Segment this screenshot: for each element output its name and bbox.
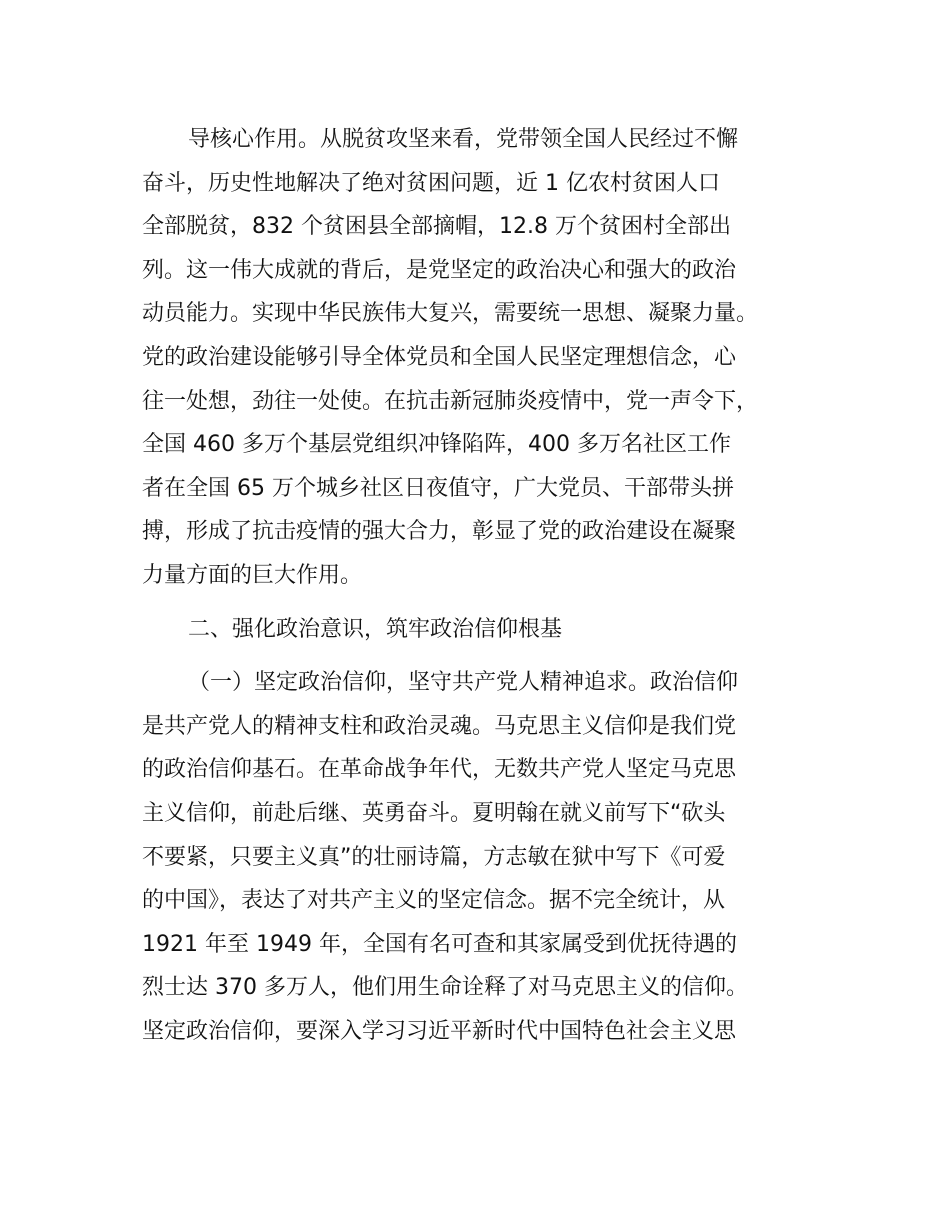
text-line: 导核心作用。从脱贫攻坚来看，党带领全国人民经过不懈	[188, 127, 739, 152]
paragraph-poverty-alleviation	[142, 118, 842, 598]
text-line: 全国 460 多万个基层党组织冲锋陷阵，400 多万名社区工作	[142, 432, 731, 458]
text-line: 烈士达 370 多万人，他们用生命诠释了对马克思主义的信仰。	[142, 975, 748, 1001]
text-line: 往一处想，劲往一处使。在抗击新冠肺炎疫情中，党一声令下，	[142, 388, 759, 414]
text-line: 动员能力。实现中华民族伟大复兴，需要统一思想、凝聚力量。	[142, 301, 759, 327]
text-line: 的中国》，表达了对共产主义的坚定信念。据不完全统计，从	[142, 888, 726, 914]
paragraph-political-belief	[142, 661, 842, 1053]
text-line: 搏，形成了抗击疫情的强大合力，彰显了党的政治建设在凝聚	[142, 519, 737, 545]
text-line: 主义信仰，前赴后继、英勇奋斗。夏明翰在就义前写下“砍头	[142, 800, 726, 826]
text-line: 奋斗，历史性地解决了绝对贫困问题，近 1 亿农村贫困人口	[142, 170, 720, 196]
text-line: （一）坚定政治信仰，坚守共产党人精神追求。政治信仰	[188, 670, 739, 696]
text-line: 列。这一伟大成就的背后，是党坚定的政治决心和强大的政治	[142, 257, 737, 283]
text-line: 的政治信仰基石。在革命战争年代，无数共产党人坚定马克思	[142, 757, 737, 783]
text-line: 是共产党人的精神支柱和政治灵魂。马克思主义信仰是我们党	[142, 713, 737, 739]
document-body	[142, 118, 842, 1053]
paragraph-gap	[142, 598, 842, 608]
text-line: 党的政治建设能够引导全体党员和全国人民坚定理想信念，心	[142, 344, 737, 370]
text-line: 者在全国 65 万个城乡社区日夜值守，广大党员、干部带头拼	[142, 475, 734, 501]
paragraph-gap	[142, 651, 842, 661]
text-line: 全部脱贫，832 个贫困县全部摘帽，12.8 万个贫困村全部出	[142, 214, 731, 240]
text-line: 不要紧，只要主义真”的壮丽诗篇，方志敏在狱中写下《可爱	[142, 844, 726, 870]
text-line: 坚定政治信仰，要深入学习习近平新时代中国特色社会主义思	[142, 1018, 737, 1044]
section-heading: 二、强化政治意识，筑牢政治信仰根基	[188, 616, 563, 642]
text-line: 1921 年至 1949 年，全国有名可查和其家属受到优抚待遇的	[142, 931, 737, 957]
text-line: 力量方面的巨大作用。	[142, 562, 363, 588]
